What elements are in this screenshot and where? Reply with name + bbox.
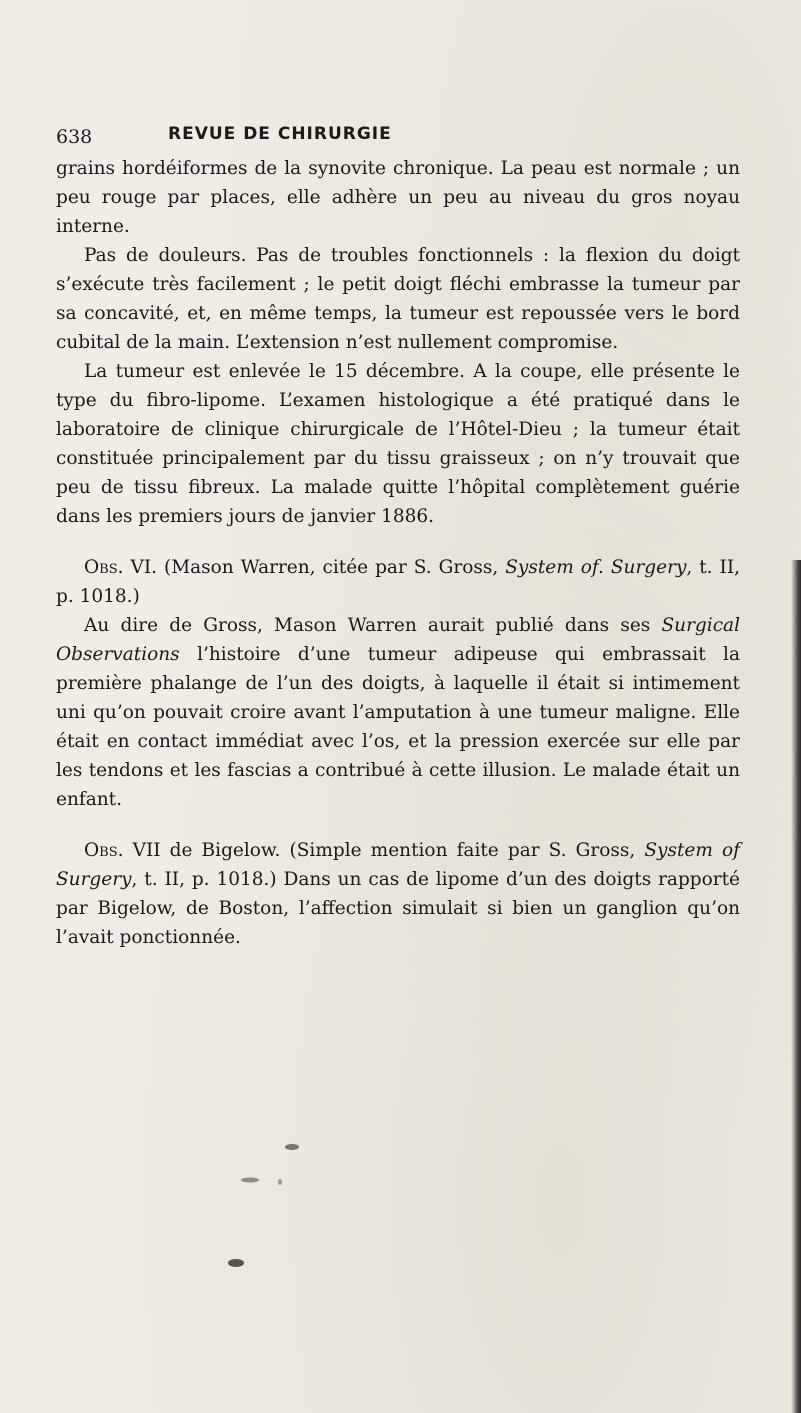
ink-specks (210, 1135, 330, 1285)
obs6-heading-italic: System of. Surgery (505, 557, 687, 578)
observation-7 (56, 836, 740, 952)
obs-label: Obs. (84, 840, 124, 861)
obs6-heading-part-1: VI. (Mason Warren, citée par S. Gross, (123, 557, 506, 578)
paragraph-1: grains hordéiformes de la synovite chronique. La peau est normale ; un peu rouge par places, elle adhère un peu au niveau du gros noyau interne. (56, 158, 740, 237)
paragraph-3: La tumeur est enlevée le 15 décembre. A la coupe, elle présente le type du fibro-lipome. L’examen histologique a été pratiqué dans le laboratoire de clinique chirurgicale de l’Hôtel-Dieu ; la tumeur était constituée principalement par du tissu graisseux ; on n’y trouvait que peu de tissu fibreux. La malade quitte l’hôpital complètement guérie dans les premiers jours de janvier 1886. (56, 361, 740, 527)
obs6-text-part-2: l’histoire d’une tumeur adipeuse qui embrassait la première phalange de l’un des doigts, à laquelle il était si intimement uni qu’on pouvait croire avant l’amputation à une tumeur maligne. Elle était en contact immédiat avec l’os, et la pression exercée sur elle par les tendons et les fascias a contribué à cette illusion. Le malade était un enfant. (56, 644, 740, 810)
obs6-heading-part-2: , t. II, p. 1018.) (56, 557, 741, 607)
page-number: 638 (56, 126, 93, 148)
section-gap (56, 814, 740, 836)
page-edge-shadow (791, 560, 801, 1413)
obs7-part-1: VII de Bigelow. (Simple mention faite par S. Gross, (123, 840, 645, 861)
running-head: REVUE DE CHIRURGIE (168, 124, 392, 144)
obs-label: Obs. (84, 557, 124, 578)
observation-6-heading (56, 553, 740, 611)
obs7-italic: System of Surgery (56, 840, 740, 890)
obs6-text-part-1: Au dire de Gross, Mason Warren aurait publié dans ses (84, 615, 662, 636)
obs7-part-2: , t. II, p. 1018.) Dans un cas de lipome d’un des doigts rapporté par Bigelow, de Boston, l’affection simulait si bien un ganglion qu’on l’avait ponctionnée. (56, 869, 740, 948)
observation-6-text (56, 611, 740, 814)
paragraph-2: Pas de douleurs. Pas de troubles fonctionnels : la flexion du doigt s’exécute très facilement ; le petit doigt fléchi embrasse la tumeur par sa concavité, et, en même temps, la tumeur est repoussée vers le bord cubital de la main. L’extension n’est nullement compromise. (56, 245, 740, 353)
section-gap (56, 531, 740, 553)
obs6-text-italic: Surgical Observations (56, 615, 740, 665)
body-text (56, 154, 740, 952)
